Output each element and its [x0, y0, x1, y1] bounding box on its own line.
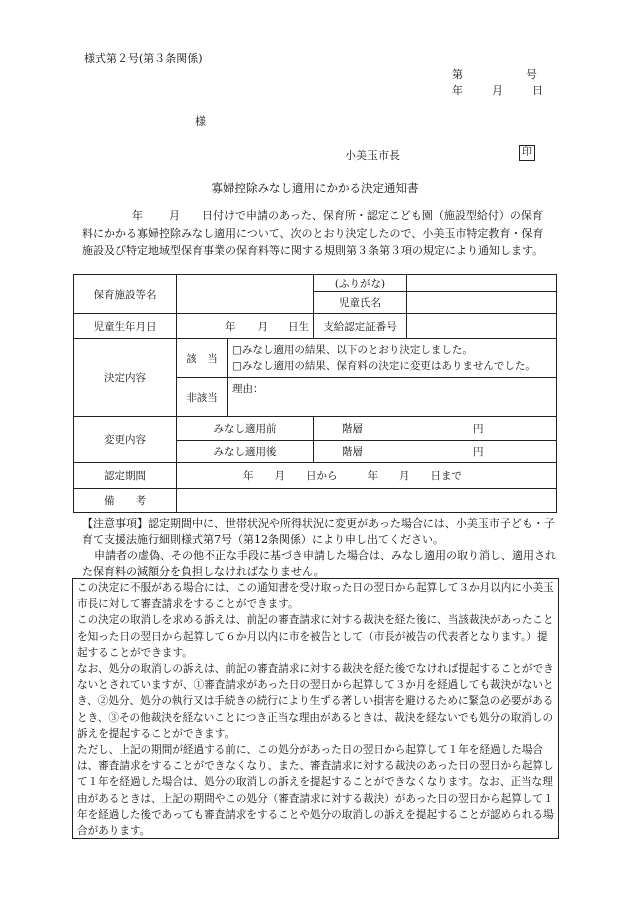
- furigana-value: [407, 275, 557, 292]
- body-year: 年: [132, 209, 143, 222]
- decision-label: 決定内容: [74, 339, 177, 417]
- notes-caution: 【注意事項】認定期間中に、世帯状況や所得状況に変更があった場合には、小美玉市子ども・子育て支援法施行細則様式第7号（第12条関係）により申し出てください。: [82, 517, 555, 546]
- period-from: 年 月 日から: [243, 470, 338, 482]
- birth-year: 年: [225, 320, 236, 333]
- reason-cell: [228, 378, 557, 417]
- applicable-options: [228, 339, 557, 378]
- facility-value: [177, 275, 314, 314]
- child-name-value: [407, 292, 557, 314]
- appeal-paragraph-4: ただし、上記の期間が経過する前に、この処分があった日の翌日から起算して１年を経過した場合は、審査請求をすることができなくなり、また、審査請求に対する裁決のあった日の翌日から起算して１年を経過した場合は、処分の取消しの訴えを提起することができなくなります。なお、正当な理由があるときは、上記の期間やこの処分（審査請求に対する裁決）があった日の翌日から起算して１年を経過した後であっても審査請求をすることや処分の取消しの訴えを提起することが認められる場合があります。: [77, 744, 554, 838]
- child-name-label: 児童氏名: [314, 292, 407, 314]
- birth-label: 児童生年月日: [74, 314, 177, 339]
- birth-month: 月: [257, 320, 268, 333]
- appeal-paragraph-1: この決定に不服がある場合には、この通知書を受け取った日の翌日から起算して３か月以内に小美玉市長に対して審査請求をすることができます。: [77, 582, 554, 611]
- date-day: 日: [532, 84, 543, 97]
- notice-body: [82, 207, 552, 260]
- before-label: みなし適用前: [177, 417, 314, 441]
- decision-table: [73, 274, 557, 513]
- applicable-label: 該 当: [177, 339, 228, 378]
- facility-label: 保育施設等名: [93, 288, 157, 301]
- period-label: 認定期間: [74, 463, 177, 489]
- option-adjusted: □みなし適用の結果、以下のとおり決定しました。: [232, 344, 473, 356]
- certificate-label: 支給認定証番号: [314, 314, 407, 339]
- change-label: 変更内容: [74, 417, 177, 463]
- appeal-box: [72, 578, 559, 839]
- document-title: 寡婦控除みなし適用にかかる決定通知書: [211, 181, 419, 195]
- form-number: 様式第２号(第３条関係): [84, 52, 203, 65]
- before-tier-label: 階層: [342, 423, 363, 435]
- before-value: [314, 417, 557, 441]
- after-tier-label: 階層: [342, 446, 363, 458]
- appeal-paragraph-2: この決定の取消しを求める訴えは、前記の審査請求に対する裁決を経た後に、当該裁決があったことを知った日の翌日から起算して６か月以内に市を被告として（市長が被告の代表者となります。）提起することができます。: [77, 614, 554, 659]
- remarks-value: [177, 489, 557, 513]
- after-yen-label: 円: [473, 446, 484, 458]
- number-prefix: 第: [452, 68, 463, 81]
- appeal-paragraph-3: なお、処分の取消しの訴えは、前記の審査請求に対する裁決を経た後でなければ提起することができないとされていますが、①審査請求があった日の翌日から起算して３か月を経過しても裁決がないとき、②処分、処分の執行又は手続きの続行により生ずる著しい損害を避けるために緊急の必要があるとき、③その他裁決を経ないことにつき正当な理由があるときは、裁決を経ないでも処分の取消しの訴えを提起することができます。: [77, 663, 554, 740]
- body-text: 日付けで申請のあった、保育所・認定こども園（施設型給付）の保育料にかかる寡婦控除みなし適用について、次のとおり決定したので、小美玉市特定教育・保育施設及び特定地域型保育事業の保育料等に関する規則第３条第３項の規定により通知します。: [82, 209, 544, 257]
- certificate-value: [407, 314, 557, 339]
- birth-day: 日生: [288, 320, 309, 333]
- option-unchanged: □みなし適用の結果、保育料の決定に変更はありませんでした。: [232, 360, 536, 372]
- after-value: [314, 441, 557, 463]
- notes-section: [82, 516, 560, 580]
- sender-name: 小美玉市長: [345, 149, 400, 162]
- document-number-line: [452, 66, 537, 82]
- issue-date-line: [452, 82, 543, 98]
- period-value: [177, 463, 557, 489]
- number-suffix: 号: [526, 68, 537, 81]
- not-applicable-label: 非該当: [177, 378, 228, 417]
- before-yen-label: 円: [473, 423, 484, 435]
- seal-mark: 印: [519, 145, 535, 161]
- remarks-label: 備 考: [74, 489, 177, 513]
- birth-date-value: [177, 314, 314, 339]
- reason-label: 理由：: [232, 383, 264, 395]
- addressee-suffix: 様: [195, 115, 206, 128]
- notes-fraud: 申請者の虚偽、その他不正な手段に基づき申請した場合は、みなし適用の取り消し、適用された保育料の減額分を負担しなければなりません。: [82, 549, 556, 578]
- date-year: 年: [452, 84, 463, 97]
- body-month: 月: [169, 209, 180, 222]
- furigana-label: (ふりがな): [314, 275, 407, 292]
- date-month: 月: [492, 84, 503, 97]
- after-label: みなし適用後: [177, 441, 314, 463]
- facility-label-cell: [74, 275, 177, 314]
- period-to: 年 月 日まで: [367, 470, 462, 482]
